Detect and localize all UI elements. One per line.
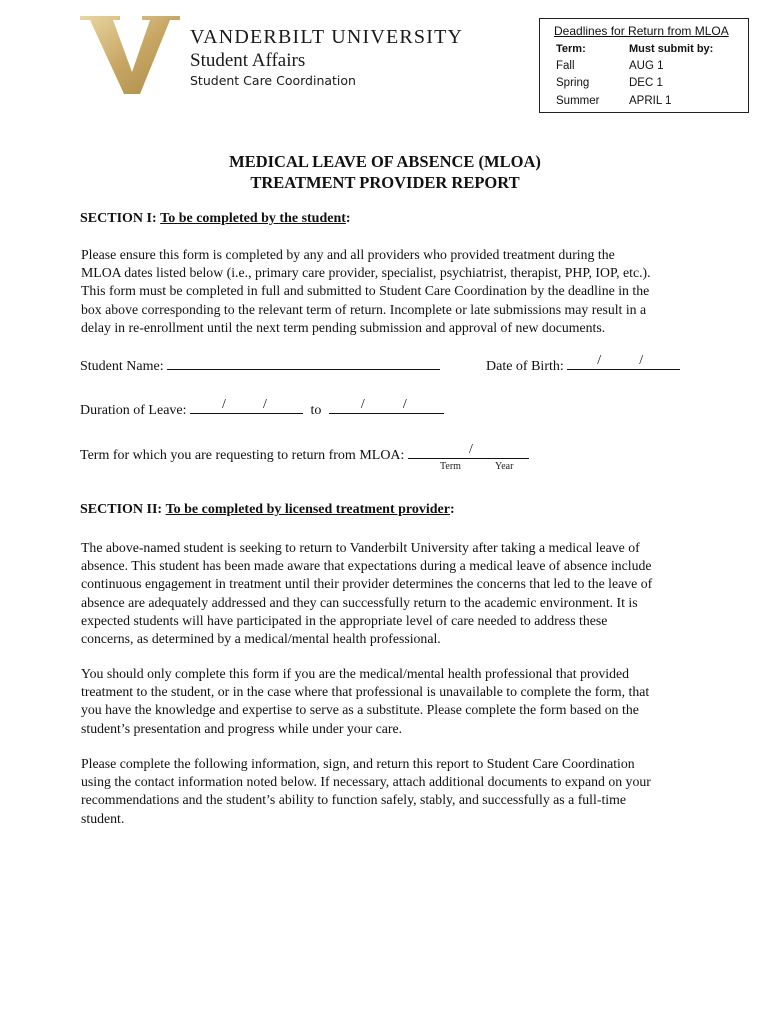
deadline-row-fall (556, 60, 664, 72)
term-return-input[interactable] (408, 444, 529, 459)
term-return-field (80, 444, 529, 464)
paragraph-line: box above corresponding to the relevant term of return. Incomplete or late submissions may result in a (81, 301, 647, 317)
paragraph-line: Please complete the following information, sign, and return this report to Student Care Coordination (81, 756, 635, 771)
section2-heading (80, 502, 455, 518)
section1-instructions (81, 246, 721, 337)
paragraph-line: concerns, as determined by a medical/mental health professional. (81, 631, 441, 647)
student-name-label: Student Name: (80, 359, 164, 374)
duration-field (80, 399, 444, 419)
paragraph-line: student. (81, 810, 125, 826)
duration-start-input[interactable] (190, 399, 303, 414)
deadlines-box (539, 18, 749, 113)
deadline-date: APRIL 1 (629, 95, 672, 107)
deadline-row-spring (556, 77, 663, 89)
duration-end-input[interactable] (329, 399, 444, 414)
section2-subtitle: To be completed by licensed treatment provider (165, 502, 450, 517)
term-return-label: Term for which you are requesting to return from MLOA: (80, 448, 405, 463)
paragraph-line: You should only complete this form if you are the medical/mental health professional that provided (81, 666, 630, 681)
section1-label: SECTION I: (80, 211, 157, 226)
paragraph-line: recommendations and the student’s ability to function safely, stably, and successfully as a full-time (81, 792, 626, 808)
term-year-separator: / (468, 442, 473, 457)
paragraph-line: Please ensure this form is completed by any and all providers who provided treatment during the (81, 247, 615, 262)
deadline-term: Summer (556, 95, 600, 107)
deadlines-submit-header: Must submit by: (629, 43, 714, 55)
section2-label: SECTION II: (80, 502, 163, 517)
paragraph-line: absence are adequately addressed and they can successfully return to the academic environment. It is (81, 594, 638, 610)
form-title-line1: MEDICAL LEAVE OF ABSENCE (MLOA) (229, 152, 541, 171)
section1-subtitle: To be completed by the student (160, 211, 346, 226)
section2-paragraph-3 (81, 755, 721, 828)
paragraph-line: MLOA dates listed below (i.e., primary care provider, specialist, psychiatrist, therapist, PHP, IOP, etc.). (81, 265, 651, 281)
date-separator: / (263, 397, 267, 412)
paragraph-line: you have the knowledge and expertise to serve as a substitute. Please complete the form based on the (81, 702, 639, 718)
paragraph-line: treatment to the student, or in the case where that professional is unavailable to complete the form, that (81, 684, 650, 700)
department-name: Student Affairs (190, 50, 306, 71)
university-name: VANDERBILT UNIVERSITY (190, 26, 464, 48)
section2-paragraph-1 (81, 539, 721, 648)
dob-field (486, 355, 680, 375)
date-separator: / (597, 353, 602, 368)
paragraph-line: This form must be completed in full and submitted to Student Care Coordination by the deadline in the (81, 283, 650, 299)
paragraph-line: The above-named student is seeking to return to Vanderbilt University after taking a medical leave of (81, 540, 640, 555)
deadline-term: Fall (556, 60, 575, 72)
vanderbilt-v-logo (80, 16, 180, 94)
deadline-term: Spring (556, 77, 590, 89)
deadline-date: AUG 1 (629, 60, 664, 72)
paragraph-line: expected students will have participated in the appropriate level of care needed to address these (81, 612, 608, 628)
section1-heading (80, 211, 351, 227)
to-label: to (310, 403, 322, 418)
deadline-date: DEC 1 (629, 77, 663, 89)
section2-colon: : (449, 502, 455, 517)
duration-label: Duration of Leave: (80, 403, 187, 418)
date-separator: / (222, 397, 226, 412)
paragraph-line: using the contact information noted below. If necessary, attach additional documents to expand on your (81, 774, 651, 790)
year-sublabel: Year (495, 461, 514, 472)
dob-input[interactable] (567, 355, 680, 370)
paragraph-line: student’s presentation and progress while under your care. (81, 720, 403, 736)
paragraph-line: delay in re-enrollment until the next term pending submission and approval of new documents. (81, 319, 606, 335)
date-separator: / (402, 397, 407, 412)
section1-colon: : (345, 211, 351, 226)
paragraph-line: absence. This student has been made aware that expectations during a medical leave of absence include (81, 558, 652, 574)
dob-label: Date of Birth: (486, 359, 564, 374)
student-name-field (80, 355, 440, 375)
section2-paragraph-2 (81, 665, 721, 738)
form-title-line2: TREATMENT PROVIDER REPORT (250, 173, 520, 192)
deadline-row-summer (556, 95, 671, 107)
term-sublabel: Term (440, 461, 461, 472)
deadlines-header-row (556, 43, 713, 55)
date-separator: / (639, 353, 644, 368)
deadlines-term-header: Term: (556, 43, 586, 55)
date-separator: / (360, 397, 365, 412)
paragraph-line: continuous engagement in treatment until their provider determines the concerns that led to the leave of (81, 576, 653, 592)
student-name-input[interactable] (167, 355, 440, 370)
office-name: Student Care Coordination (190, 73, 356, 88)
deadlines-title: Deadlines for Return from MLOA (554, 24, 729, 38)
